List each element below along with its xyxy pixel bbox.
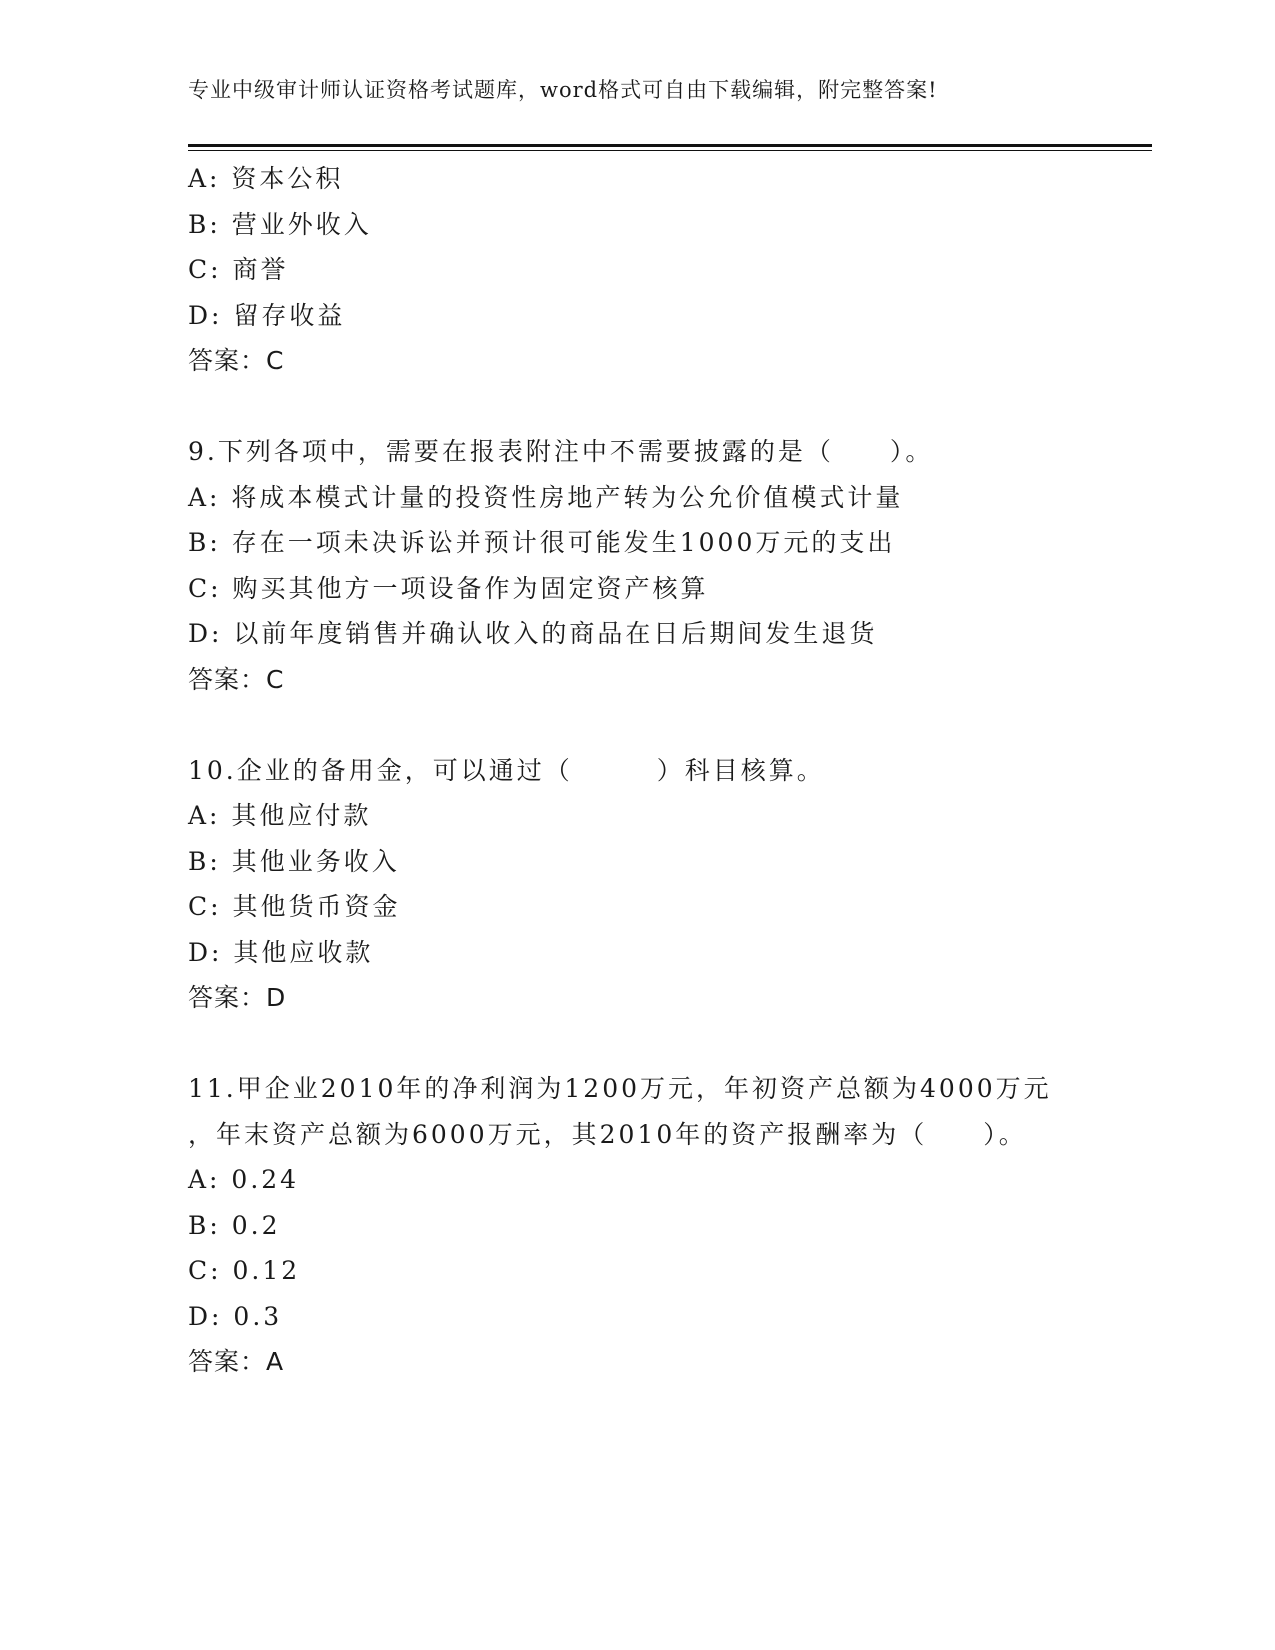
option-d: D: 留存收益	[188, 300, 346, 330]
option-a: A: 将成本模式计量的投资性房地产转为公允价值模式计量	[188, 482, 904, 512]
header-rule-thin	[188, 150, 1152, 151]
question-11-block	[188, 1066, 1148, 1385]
option-d: D: 以前年度销售并确认收入的商品在日后期间发生退货	[188, 619, 878, 648]
option-c: C: 其他货币资金	[188, 892, 401, 921]
page-header: 专业中级审计师认证资格考试题库，word格式可自由下载编辑，附完整答案!	[188, 78, 938, 102]
question-9-block	[188, 429, 1148, 702]
option-b: B: 其他业务收入	[188, 846, 400, 876]
option-d: D: 0.3	[188, 1301, 283, 1331]
answer-line: 答案：D	[188, 983, 287, 1012]
answer-line: 答案：C	[188, 664, 285, 694]
question-text-line-1: 11.甲企业2010年的净利润为1200万元，年初资产总额为4000万元	[188, 1074, 1052, 1103]
spacer	[188, 702, 1148, 748]
option-c: C: 0.12	[188, 1256, 301, 1285]
question-10-block	[188, 748, 1148, 1021]
question-content	[188, 156, 1148, 1385]
question-8-block	[188, 156, 1148, 384]
header-rule-thick	[188, 144, 1152, 147]
answer-line: 答案：A	[188, 1347, 285, 1376]
option-c: C: 购买其他方一项设备作为固定资产核算	[188, 573, 709, 603]
option-a: A: 0.24	[188, 1165, 300, 1194]
option-a: A: 资本公积	[188, 164, 344, 193]
option-b: B: 存在一项未决诉讼并预计很可能发生1000万元的支出	[188, 528, 896, 557]
option-d: D: 其他应收款	[188, 937, 374, 967]
question-text: 10.企业的备用金，可以通过（ ）科目核算。	[188, 755, 825, 785]
question-text-line-2: ，年末资产总额为6000万元，其2010年的资产报酬率为（ ）。	[188, 1119, 1027, 1149]
spacer	[188, 384, 1148, 430]
spacer	[188, 1021, 1148, 1067]
option-c: C: 商誉	[188, 255, 289, 284]
option-b: B: 0.2	[188, 1210, 281, 1240]
question-text: 9.下列各项中，需要在报表附注中不需要披露的是（ ）。	[188, 437, 934, 466]
option-b: B: 营业外收入	[188, 209, 372, 239]
answer-line: 答案：C	[188, 346, 285, 375]
option-a: A: 其他应付款	[188, 801, 372, 830]
